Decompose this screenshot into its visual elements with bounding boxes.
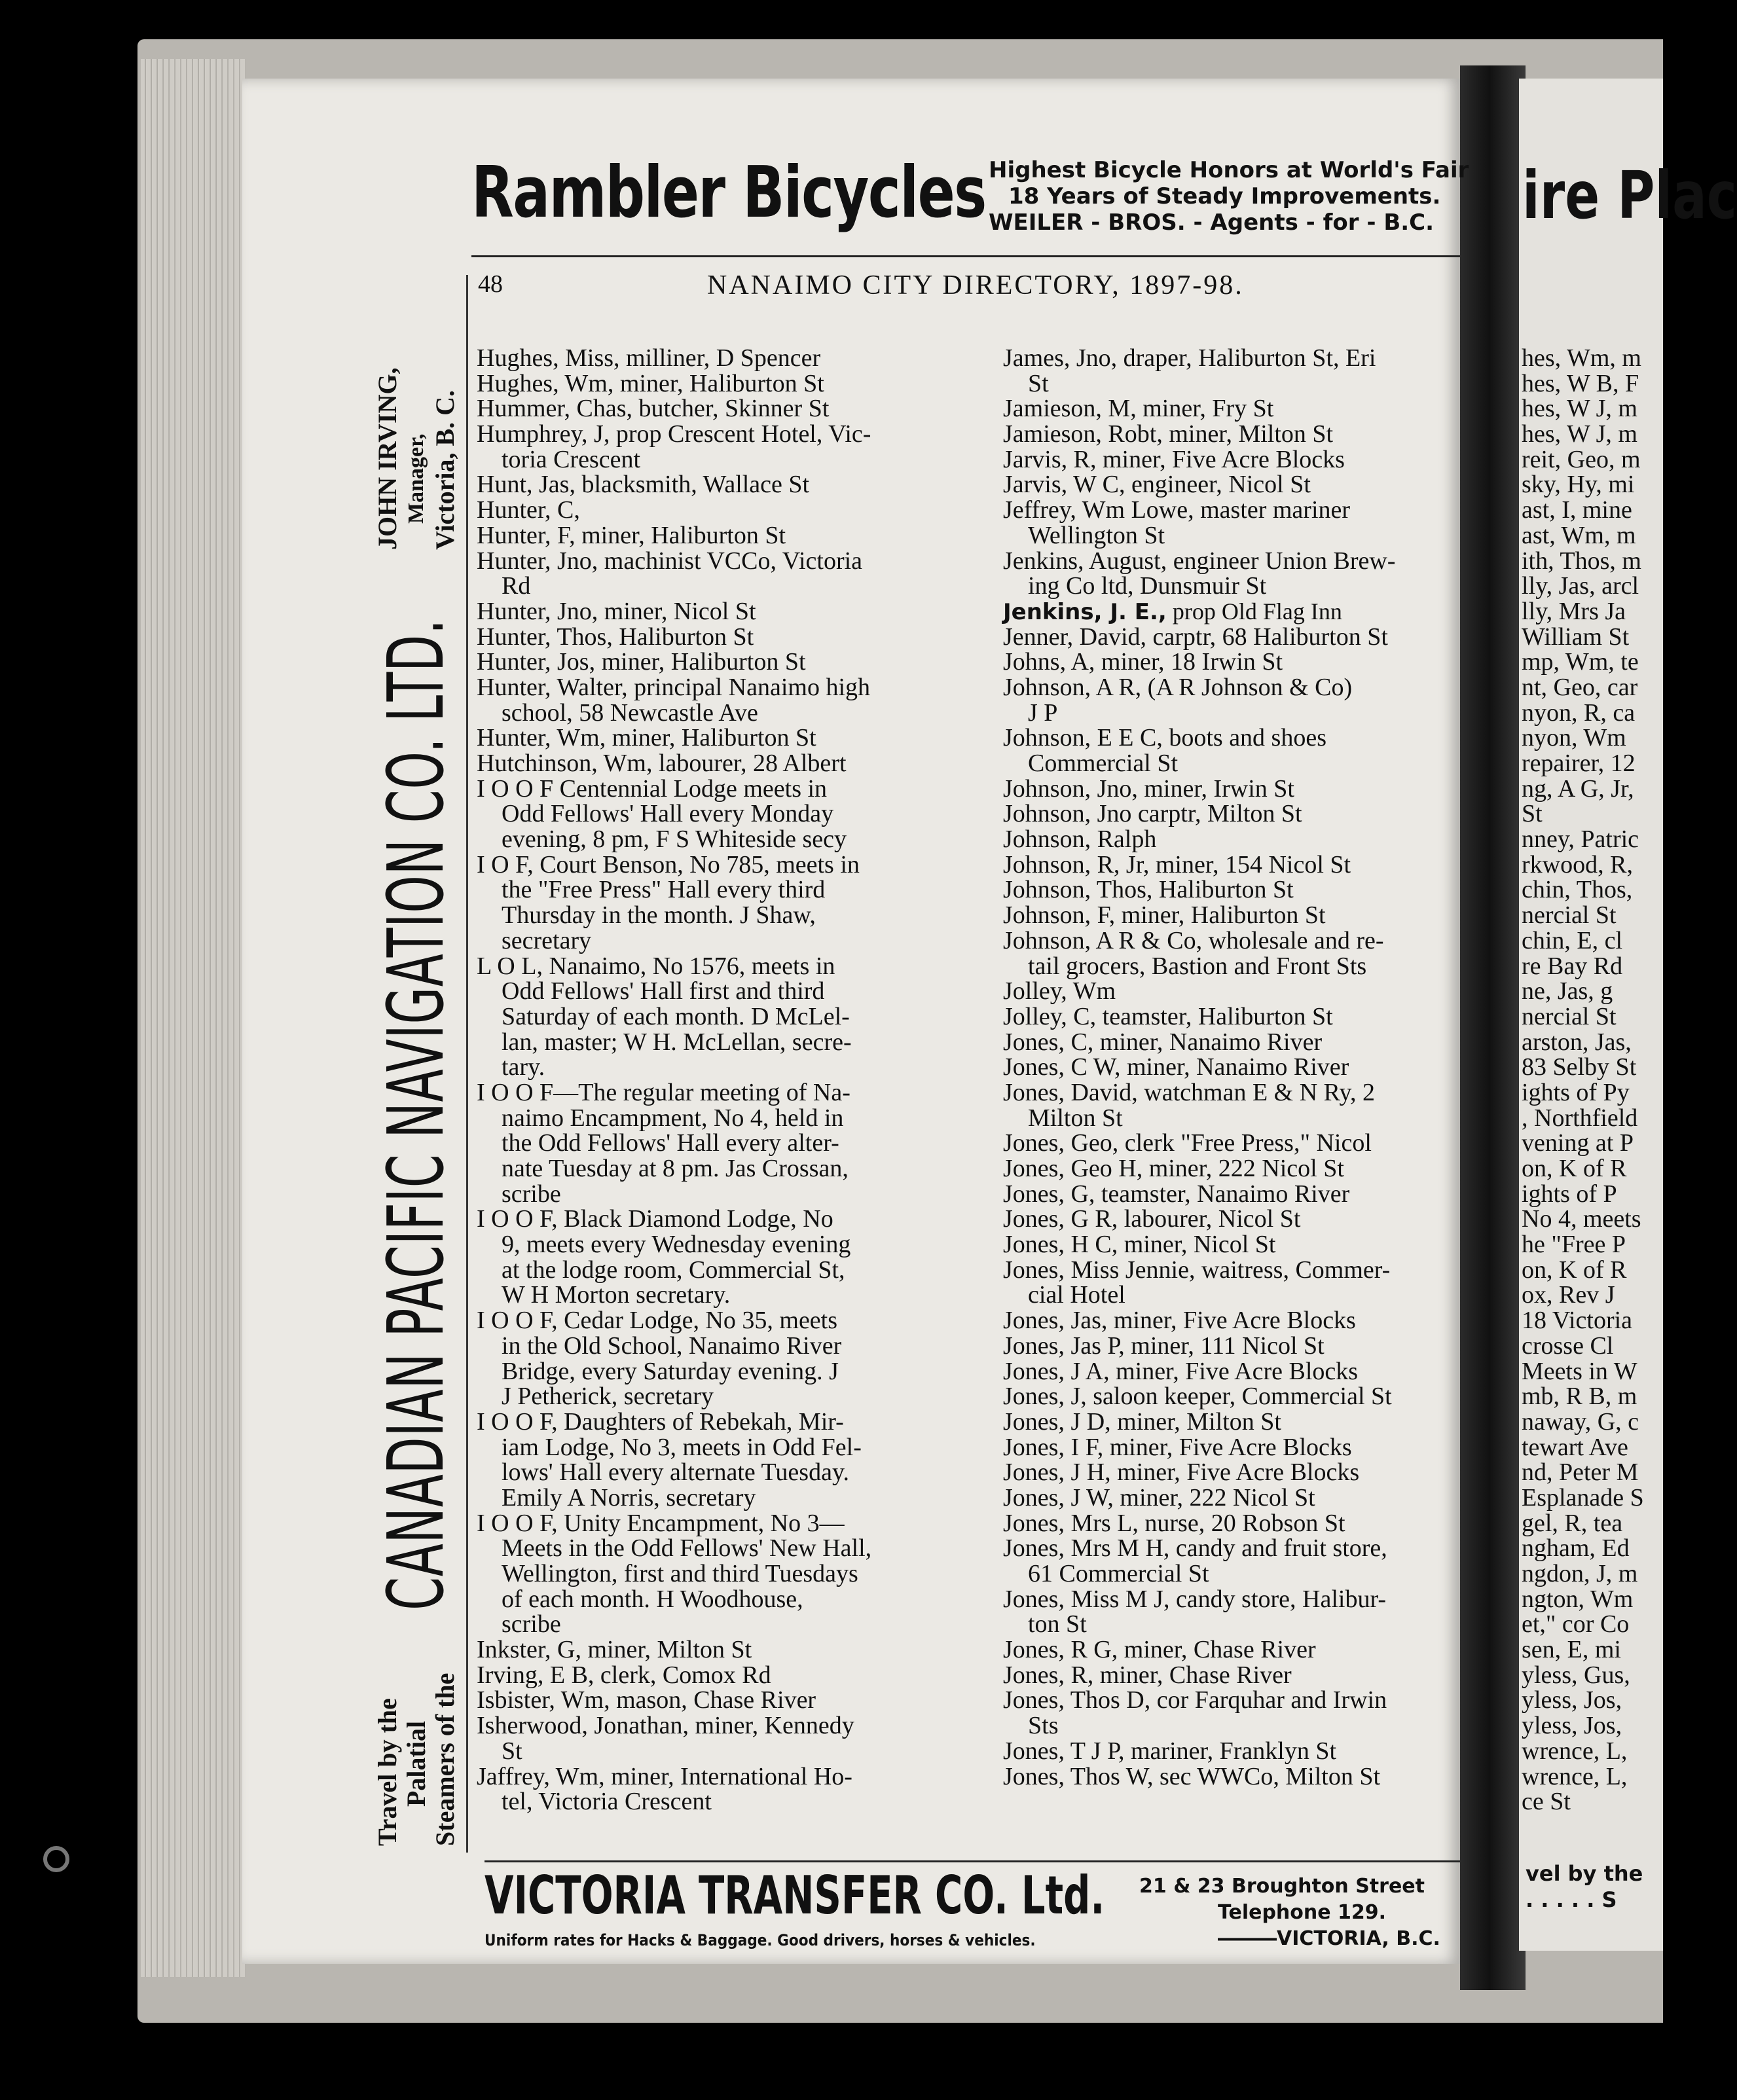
directory-entry-line: Jarvis, R, miner, Five Acre Blocks — [1003, 445, 1345, 473]
side-ad-line-2: Palatial — [401, 1720, 431, 1807]
directory-entry-line: I O F, Court Benson, No 785, meets in — [477, 850, 860, 878]
directory-entry-line: Jolley, C, teamster, Haliburton St — [1003, 1002, 1333, 1030]
directory-entry-line — [1003, 599, 1461, 625]
directory-entry-line: Hunt, Jas, blacksmith, Wallace St — [477, 471, 810, 499]
directory-entry-line: nate Tuesday at 8 pm. Jas Crossan, — [502, 1155, 849, 1182]
directory-entry-line: naimo Encampment, No 4, held in — [502, 1104, 844, 1132]
book-gutter — [1460, 65, 1526, 1990]
side-advertisement — [367, 275, 465, 1859]
footer-address-block — [1139, 1874, 1460, 1952]
directory-entry-line: Isherwood, Jonathan, miner, Kennedy — [477, 1712, 854, 1740]
adjacent-entry-line: sen, E, mi — [1522, 1636, 1621, 1664]
directory-column-left — [477, 346, 974, 1815]
directory-entry-line: Hunter, Jno, miner, Nicol St — [477, 597, 756, 625]
adjacent-entry-line: yless, Gus, — [1522, 1661, 1630, 1689]
adjacent-entry-line: hes, Wm, m — [1522, 344, 1641, 372]
adjacent-entry-line: Esplanade S — [1522, 1483, 1644, 1512]
side-ad-place: Victoria, B. C. — [430, 389, 460, 550]
directory-entry-line: I O O F, Cedar Lodge, No 35, meets — [477, 1307, 838, 1335]
directory-entry-line: Jones, J W, miner, 222 Nicol St — [1003, 1483, 1315, 1512]
adjacent-entry-line: lly, Mrs Ja — [1522, 597, 1626, 625]
adjacent-entry-line: et," cor Co — [1522, 1610, 1630, 1638]
directory-entry-line: tel, Victoria Crescent — [502, 1788, 712, 1816]
adjacent-entry-line: nney, Patric — [1522, 825, 1639, 854]
directory-entry-line: St — [1028, 369, 1049, 397]
directory-entry-line: Jones, C W, miner, Nanaimo River — [1003, 1053, 1349, 1081]
directory-entry-line: ton St — [1028, 1610, 1087, 1638]
page-number: 48 — [478, 270, 503, 298]
adjacent-entry-line: reit, Geo, m — [1522, 445, 1641, 473]
directory-entry-line: Johnson, F, miner, Haliburton St — [1003, 901, 1326, 930]
directory-entry-line: I O O F—The regular meeting of Na- — [477, 1078, 850, 1106]
directory-entry-line: Jaffrey, Wm, miner, International Ho- — [477, 1762, 852, 1790]
directory-entry-line: Wellington St — [1028, 521, 1165, 549]
directory-entry-line: at the lodge room, Commercial St, — [502, 1256, 845, 1284]
directory-entry-line: Jones, R G, miner, Chase River — [1003, 1636, 1316, 1664]
adjacent-entry-line: nercial St — [1522, 901, 1617, 930]
directory-entry-line: James, Jno, draper, Haliburton St, Eri — [1003, 344, 1376, 372]
adjacent-entry-line: mp, Wm, te — [1522, 648, 1639, 676]
directory-entry-line: Johnson, R, Jr, miner, 154 Nicol St — [1003, 850, 1351, 878]
adjacent-entry-line: nercial St — [1522, 1002, 1617, 1030]
directory-entry-line: Inkster, G, miner, Milton St — [477, 1636, 752, 1664]
running-head — [478, 270, 1460, 309]
side-ad-manager-title: Manager, — [404, 433, 428, 524]
directory-entry-line: Isbister, Wm, mason, Chase River — [477, 1686, 816, 1714]
directory-entry-line: Jamieson, Robt, miner, Milton St — [1003, 420, 1334, 448]
directory-entry-line: Emily A Norris, secretary — [502, 1483, 756, 1512]
adjacent-entry-line: sky, Hy, mi — [1522, 471, 1635, 499]
directory-entry-line: iam Lodge, No 3, meets in Odd Fel- — [502, 1433, 862, 1461]
adjacent-entry-line: wrence, L, — [1522, 1762, 1628, 1790]
side-ad-line-3: Steamers of the — [430, 1673, 460, 1846]
adjacent-entry-line: ngton, Wm — [1522, 1585, 1634, 1613]
adjacent-entry-line: ith, Thos, m — [1522, 547, 1641, 575]
directory-entry-line: Bridge, every Saturday evening. J — [502, 1357, 839, 1385]
adjacent-entry-line: yless, Jos, — [1522, 1712, 1622, 1740]
directory-entry-line: Hunter, Thos, Haliburton St — [477, 623, 754, 651]
directory-entry-line: Jenkins, August, engineer Union Brew- — [1003, 547, 1396, 575]
directory-entry-line: Johnson, A R, (A R Johnson & Co) — [1003, 673, 1353, 701]
adjacent-header-fragment: ire Plac — [1522, 157, 1737, 234]
directory-entry-line: toria Crescent — [502, 445, 641, 473]
directory-entry-line: the Odd Fellows' Hall every alter- — [502, 1129, 839, 1157]
adjacent-entry-line: repairer, 12 — [1522, 750, 1636, 777]
adjacent-entry-line: lly, Jas, arcl — [1522, 572, 1639, 600]
bold-entry-name: Jenkins, J. E., — [1003, 598, 1167, 625]
footer-tagline: Uniform rates for Hacks & Baggage. Good drivers, horses & vehicles. — [485, 1931, 1036, 1949]
adjacent-entry-line: Meets in W — [1522, 1357, 1637, 1385]
directory-entry-line: Jones, J, saloon keeper, Commercial St — [1003, 1383, 1392, 1411]
side-ad-company: CANADIAN PACIFIC NAVIGATION CO. LTD. — [371, 619, 461, 1610]
adjacent-entry-line: , Northfield — [1522, 1104, 1638, 1132]
header-advertisement — [471, 151, 1469, 255]
adjacent-entry-line: vening at P — [1522, 1129, 1634, 1157]
header-line-1: Highest Bicycle Honors at World's Fair — [989, 157, 1469, 183]
directory-entry-line: Jones, R, miner, Chase River — [1003, 1661, 1292, 1689]
header-rule — [471, 255, 1460, 257]
binding-ring-icon — [43, 1846, 69, 1872]
directory-entry-line: Jones, Mrs L, nurse, 20 Robson St — [1003, 1509, 1345, 1537]
directory-entry-line: Jolley, Wm — [1003, 977, 1116, 1005]
directory-entry-line: Jones, Geo H, miner, 222 Nicol St — [1003, 1155, 1344, 1182]
running-title: NANAIMO CITY DIRECTORY, 1897-98. — [707, 270, 1244, 300]
directory-entry-line: lows' Hall every alternate Tuesday. — [502, 1458, 849, 1487]
footer-telephone: Telephone 129. — [1218, 1901, 1387, 1924]
directory-entry-line: the "Free Press" Hall every third — [502, 876, 826, 904]
directory-entry-line: scribe — [502, 1180, 561, 1208]
directory-entry-line: Hummer, Chas, butcher, Skinner St — [477, 395, 830, 423]
adjacent-entry-line: No 4, meets — [1522, 1205, 1641, 1233]
adjacent-entry-line: on, K of R — [1522, 1155, 1627, 1182]
directory-entry-line: tary. — [502, 1053, 545, 1081]
directory-entry-line: J P — [1028, 698, 1058, 727]
adjacent-entry-line: wrence, L, — [1522, 1737, 1628, 1765]
adjacent-entry-line: crosse Cl — [1522, 1331, 1614, 1360]
directory-entry-line: Jones, Jas, miner, Five Acre Blocks — [1003, 1307, 1356, 1335]
side-ad-rotated — [367, 275, 465, 1859]
header-brand: Rambler Bicycles — [471, 152, 986, 234]
directory-entry-line: ing Co ltd, Dunsmuir St — [1028, 572, 1267, 600]
adjacent-entry-line: ox, Rev J — [1522, 1281, 1615, 1309]
directory-entry-line: I O O F, Black Diamond Lodge, No — [477, 1205, 833, 1233]
side-ad-manager: JOHN IRVING, — [373, 367, 402, 550]
adjacent-entry-line: mb, R B, m — [1522, 1383, 1637, 1411]
adjacent-entry-line: ast, I, mine — [1522, 496, 1632, 524]
directory-entry-line: Jamieson, M, miner, Fry St — [1003, 395, 1274, 423]
directory-entry-line: school, 58 Newcastle Ave — [502, 698, 758, 727]
directory-entry-line: cial Hotel — [1028, 1281, 1125, 1309]
directory-entry-line: Commercial St — [1028, 750, 1179, 777]
directory-entry-line: Hunter, Jos, miner, Haliburton St — [477, 648, 806, 676]
side-ad-line-1: Travel by the — [373, 1698, 402, 1846]
adjacent-entry-line: nyon, Wm — [1522, 724, 1626, 752]
adjacent-entry-line: 83 Selby St — [1522, 1053, 1637, 1081]
footer-city-text: VICTORIA, B.C. — [1277, 1927, 1440, 1950]
footer-advertisement — [485, 1867, 1460, 1959]
adjacent-entry-line: ights of P — [1522, 1180, 1617, 1208]
adjacent-entry-line: he "Free P — [1522, 1231, 1626, 1259]
directory-entry-line: Jones, J H, miner, Five Acre Blocks — [1003, 1458, 1360, 1487]
header-ad-lines — [989, 157, 1473, 236]
adjacent-entry-line: ng, A G, Jr, — [1522, 774, 1634, 803]
adjacent-entry-line: tewart Ave — [1522, 1433, 1628, 1461]
header-line-2: 18 Years of Steady Improvements. — [1008, 183, 1441, 209]
directory-entry-line: I O O F, Unity Encampment, No 3— — [477, 1509, 845, 1537]
directory-entry-line: Hughes, Wm, miner, Haliburton St — [477, 369, 824, 397]
directory-entry-line: Sts — [1028, 1712, 1059, 1740]
adjacent-entry-line: nd, Peter M — [1522, 1458, 1639, 1487]
adjacent-entry-line: ngdon, J, m — [1522, 1560, 1638, 1587]
adjacent-entry-line: chin, Thos, — [1522, 876, 1633, 904]
header-line-3: WEILER - BROS. - Agents - for - B.C. — [989, 209, 1435, 236]
adjacent-entry-line: arston, Jas, — [1522, 1028, 1632, 1056]
adjacent-entry-line: hes, W B, F — [1522, 369, 1639, 397]
directory-entry-line: Johnson, E E C, boots and shoes — [1003, 724, 1326, 752]
directory-entry-line: I O O F Centennial Lodge meets in — [477, 774, 828, 803]
adjacent-entry-line: nt, Geo, car — [1522, 673, 1638, 701]
directory-entry-line: scribe — [502, 1610, 561, 1638]
adjacent-entry-line: William St — [1522, 623, 1630, 651]
directory-entry-line: Irving, E B, clerk, Comox Rd — [477, 1661, 771, 1689]
footer-rule — [485, 1860, 1460, 1862]
adjacent-entry-line: re Bay Rd — [1522, 952, 1623, 980]
adjacent-entry-line: hes, W J, m — [1522, 395, 1637, 423]
adjacent-column — [1522, 346, 1663, 1815]
adjacent-entry-line: ce St — [1522, 1788, 1571, 1816]
directory-entry-line: Jones, G R, labourer, Nicol St — [1003, 1205, 1301, 1233]
directory-entry-line: Jones, Mrs M H, candy and fruit store, — [1003, 1534, 1387, 1563]
directory-entry-line: Jenner, David, carptr, 68 Haliburton St — [1003, 623, 1388, 651]
directory-entry-line: Thursday in the month. J Shaw, — [502, 901, 816, 930]
adjacent-entry-line: ights of Py — [1522, 1078, 1630, 1106]
directory-entry-line: secretary — [502, 926, 592, 954]
directory-entry-line: Jones, I F, miner, Five Acre Blocks — [1003, 1433, 1352, 1461]
adjacent-entry-line: ne, Jas, g — [1522, 977, 1613, 1005]
adjacent-entry-line: chin, E, cl — [1522, 926, 1623, 954]
directory-entry-line: Jones, Jas P, miner, 111 Nicol St — [1003, 1331, 1325, 1360]
adjacent-entry-line: on, K of R — [1522, 1256, 1627, 1284]
adjacent-entry-line: yless, Jos, — [1522, 1686, 1622, 1714]
directory-entry-line: Jones, H C, miner, Nicol St — [1003, 1231, 1276, 1259]
directory-entry-line: Johns, A, miner, 18 Irwin St — [1003, 648, 1283, 676]
directory-entry-line: Hunter, Walter, principal Nanaimo high — [477, 673, 871, 701]
adjacent-entry-line: ngham, Ed — [1522, 1534, 1630, 1563]
adjacent-entry-line: nyon, R, ca — [1522, 698, 1636, 727]
directory-entry-line: Jarvis, W C, engineer, Nicol St — [1003, 471, 1311, 499]
directory-entry-line: Johnson, Ralph — [1003, 825, 1157, 854]
directory-entry-line: Jones, G, teamster, Nanaimo River — [1003, 1180, 1350, 1208]
directory-entry-line: Johnson, Jno, miner, Irwin St — [1003, 774, 1294, 803]
footer-address: 21 & 23 Broughton Street — [1139, 1875, 1425, 1898]
directory-entry-line: Jones, J D, miner, Milton St — [1003, 1407, 1281, 1436]
directory-entry-line: Saturday of each month. D McLel- — [502, 1002, 850, 1030]
directory-entry-line: Jeffrey, Wm Lowe, master mariner — [1003, 496, 1351, 524]
directory-entry-line: lan, master; W H. McLellan, secre- — [502, 1028, 852, 1056]
directory-entry-line: Jones, Geo, clerk "Free Press," Nicol — [1003, 1129, 1372, 1157]
adjacent-entry-line: rkwood, R, — [1522, 850, 1633, 878]
adjacent-entry-line: 18 Victoria — [1522, 1307, 1633, 1335]
directory-entry-line: Rd — [502, 572, 531, 600]
directory-entry-line: Odd Fellows' Hall first and third — [502, 977, 825, 1005]
adjacent-entry-line: gel, R, tea — [1522, 1509, 1623, 1537]
bold-entry-detail: prop Old Flag Inn — [1166, 598, 1342, 625]
directory-entry-line: Johnson, Jno carptr, Milton St — [1003, 800, 1302, 828]
footer-brand: VICTORIA TRANSFER CO. Ltd. — [485, 1865, 1105, 1926]
directory-entry-line: J Petherick, secretary — [502, 1383, 714, 1411]
column-rule — [466, 275, 468, 1853]
directory-entry-line: 61 Commercial St — [1028, 1560, 1209, 1587]
directory-entry-line: of each month. H Woodhouse, — [502, 1585, 803, 1613]
page-edges — [141, 59, 246, 1977]
directory-entry-line: Milton St — [1028, 1104, 1123, 1132]
directory-entry-line: Hunter, Jno, machinist VCCo, Victoria — [477, 547, 863, 575]
directory-entry-line: 9, meets every Wednesday evening — [502, 1231, 851, 1259]
directory-entry-line: Humphrey, J, prop Crescent Hotel, Vic- — [477, 420, 871, 448]
directory-entry-line: Jones, T J P, mariner, Franklyn St — [1003, 1737, 1337, 1765]
directory-entry-line: I O O F, Daughters of Rebekah, Mir- — [477, 1407, 844, 1436]
directory-entry-line: in the Old School, Nanaimo River — [502, 1331, 842, 1360]
adjacent-entry-line: hes, W J, m — [1522, 420, 1637, 448]
directory-entry-line: Hunter, C, — [477, 496, 580, 524]
directory-entry-line: Hunter, F, miner, Haliburton St — [477, 521, 786, 549]
directory-entry-line: Jones, J A, miner, Five Acre Blocks — [1003, 1357, 1359, 1385]
directory-entry-line: Jones, C, miner, Nanaimo River — [1003, 1028, 1323, 1056]
directory-entry-line: Jones, Miss M J, candy store, Halibur- — [1003, 1585, 1387, 1613]
footer-city: ―――VICTORIA, B.C. — [1218, 1927, 1440, 1950]
adjacent-entry-line: St — [1522, 800, 1543, 828]
directory-entry-line: tail grocers, Bastion and Front Sts — [1028, 952, 1367, 980]
directory-entry-line: W H Morton secretary. — [502, 1281, 731, 1309]
directory-entry-line: Hughes, Miss, milliner, D Spencer — [477, 344, 821, 372]
directory-entry-line: Jones, Thos D, cor Farquhar and Irwin — [1003, 1686, 1387, 1714]
directory-entry-line: Jones, Miss Jennie, waitress, Commer- — [1003, 1256, 1391, 1284]
adjacent-footer — [1526, 1860, 1663, 1913]
directory-entry-line: evening, 8 pm, F S Whiteside secy — [502, 825, 847, 854]
adjacent-footer-line-2: . . . . . S — [1526, 1887, 1617, 1912]
adjacent-footer-line-1: vel by the — [1526, 1861, 1643, 1886]
directory-entry-line: St — [502, 1737, 522, 1765]
directory-entry-line: Hutchinson, Wm, labourer, 28 Albert — [477, 750, 847, 777]
directory-entry-line: Johnson, A R & Co, wholesale and re- — [1003, 926, 1384, 954]
directory-entry-line: Jones, David, watchman E & N Ry, 2 — [1003, 1078, 1376, 1106]
directory-entry-line: L O L, Nanaimo, No 1576, meets in — [477, 952, 835, 980]
directory-entry-line: Jones, Thos W, sec WWCo, Milton St — [1003, 1762, 1381, 1790]
directory-entry-line: Johnson, Thos, Haliburton St — [1003, 876, 1294, 904]
adjacent-entry-line: naway, G, c — [1522, 1407, 1639, 1436]
directory-entry-line: Meets in the Odd Fellows' New Hall, — [502, 1534, 872, 1563]
directory-column-right — [1003, 346, 1461, 1789]
directory-entry-line: Wellington, first and third Tuesdays — [502, 1560, 858, 1587]
directory-entry-line: Hunter, Wm, miner, Haliburton St — [477, 724, 816, 752]
adjacent-entry-line: ast, Wm, m — [1522, 521, 1636, 549]
directory-entry-line: Odd Fellows' Hall every Monday — [502, 800, 834, 828]
